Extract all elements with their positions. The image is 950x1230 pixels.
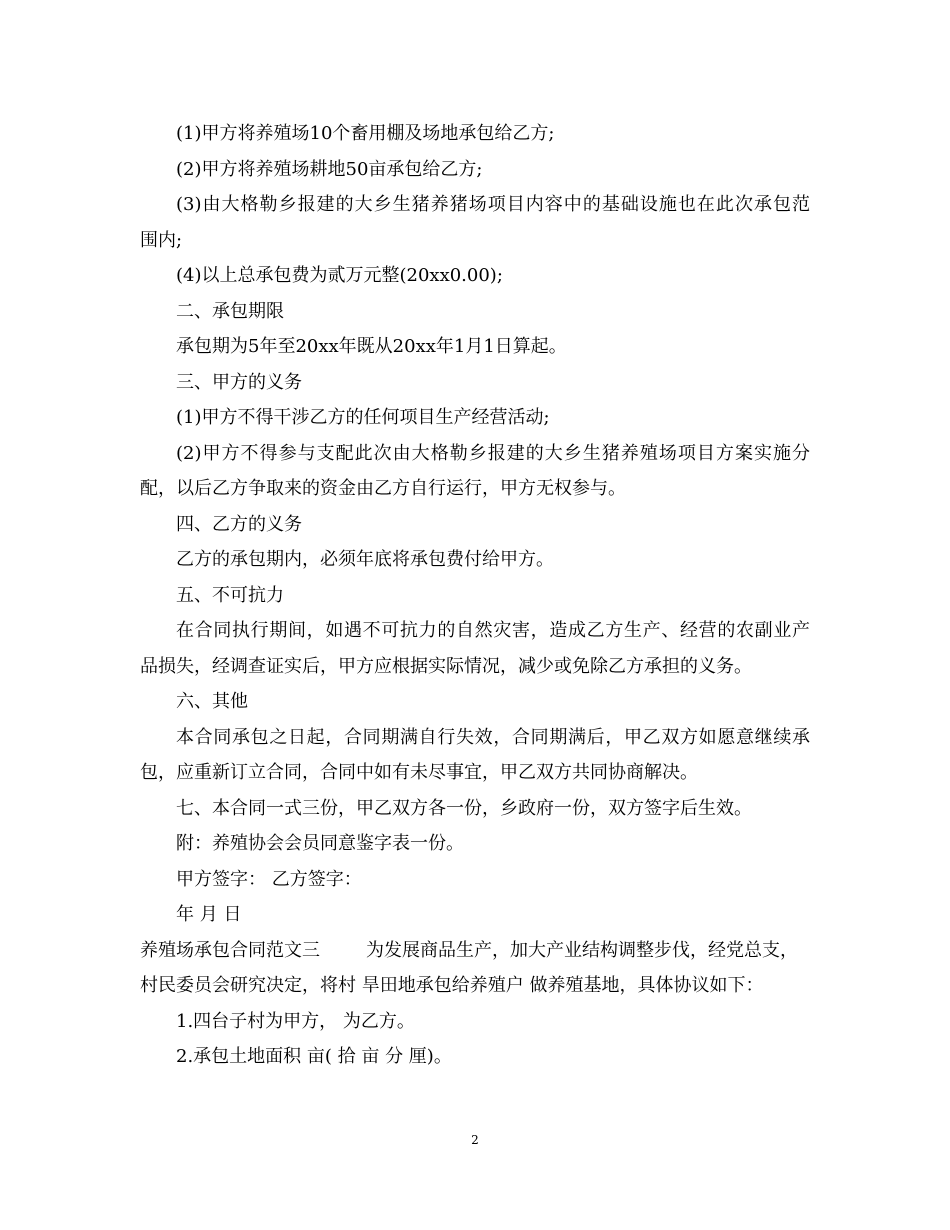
- paragraph-line: 配，以后乙方争取来的资金由乙方自行运行，甲方无权参与。: [140, 478, 626, 499]
- section-heading: 二、承包期限: [176, 300, 284, 322]
- section-title: 养殖场承包合同范文三: [140, 939, 320, 961]
- section-heading: 六、其他: [176, 691, 248, 712]
- paragraph-line: (2)甲方不得参与支配此次由大格勒乡报建的大乡生猪养殖场项目方案实施分: [176, 442, 810, 464]
- section-heading: 五、不可抗力: [176, 584, 284, 606]
- paragraph-line: [140, 933, 810, 969]
- paragraph-line: (1)甲方将养殖场10个畜用棚及场地承包给乙方;: [176, 123, 555, 144]
- section-heading: 四、乙方的义务: [176, 513, 302, 535]
- paragraph-line: 在合同执行期间，如遇不可抗力的自然灾害，造成乙方生产、经营的农副业产: [176, 620, 810, 641]
- paragraph-text: 为发展商品生产，加大产业结构调整步伐，经党总支，: [366, 939, 798, 961]
- document-body: [140, 116, 810, 1075]
- section-heading: 三、甲方的义务: [176, 371, 302, 393]
- paragraph-line: 乙方的承包期内，必须年底将承包费付给甲方。: [176, 549, 554, 570]
- signature-line: 甲方签字： 乙方签字：: [176, 868, 362, 890]
- paragraph-line: (1)甲方不得干涉乙方的任何项目生产经营活动;: [176, 407, 550, 428]
- paragraph-line: 承包期为5年至20xx年既从20xx年1月1日算起。: [176, 336, 567, 357]
- paragraph-line: 2.承包土地面积 亩( 拾 亩 分 厘)。: [176, 1046, 452, 1067]
- paragraph-line: (2)甲方将养殖场耕地50亩承包给乙方;: [176, 158, 483, 180]
- paragraph-line: 本合同承包之日起，合同期满自行失效，合同期满后，甲乙双方如愿意继续承: [176, 726, 810, 748]
- paragraph-line: 村民委员会研究决定，将村 旱田地承包给养殖户 做养殖基地，具体协议如下：: [140, 975, 764, 996]
- paragraph-line: 1.四台子村为甲方， 为乙方。: [176, 1010, 415, 1032]
- date-line: 年 月 日: [176, 904, 242, 925]
- page-number: 2: [471, 1133, 479, 1147]
- paragraph-line: 七、本合同一式三份，甲乙双方各一份，乡政府一份，双方签字后生效。: [176, 797, 752, 819]
- paragraph-line: (3)由大格勒乡报建的大乡生猪养猪场项目内容中的基础设施也在此次承包范: [176, 194, 810, 215]
- paragraph-line: (4)以上总承包费为贰万元整(20xx0.00);: [176, 265, 503, 286]
- paragraph-line: 围内;: [140, 229, 183, 251]
- paragraph-line: 包，应重新订立合同，合同中如有未尽事宜，甲乙双方共同协商解决。: [140, 762, 698, 783]
- paragraph-line: 附：养殖协会会员同意鉴字表一份。: [176, 833, 464, 854]
- paragraph-line: 品损失，经调查证实后，甲方应根据实际情况，减少或免除乙方承担的义务。: [140, 655, 752, 677]
